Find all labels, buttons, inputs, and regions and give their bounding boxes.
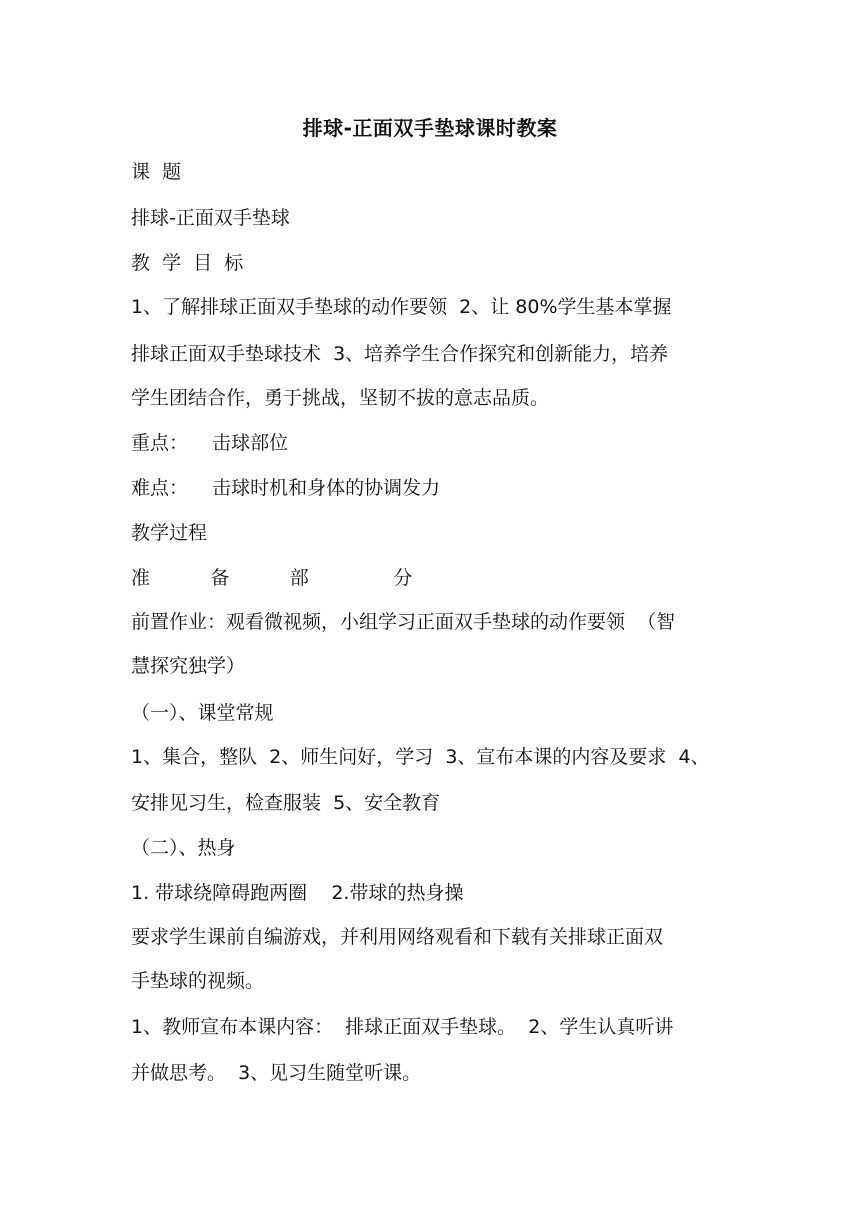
classroom-routine-line-2: 安排见习生，检查服装 5、安全教育 [131,792,441,814]
pre-assignment-line-1: 前置作业：观看微视频，小组学习正面双手垫球的动作要领 （智 [131,611,676,633]
document-title: 排球-正面双手垫球课时教案 [302,116,558,140]
warm-up-activities: 1. 带球绕障碍跑两圈 2.带球的热身操 [131,882,464,904]
objectives-heading: 教 学 目 标 [131,252,244,274]
lesson-topic-text: 排球-正面双手垫球 [131,207,290,229]
pre-assignment-line-2: 慧探究独学） [131,655,246,677]
requirement-line-1: 要求学生课前自编游戏，并利用网络观看和下载有关排球正面双 [131,926,664,948]
announcement-line-2: 并做思考。 3、见习生随堂听课。 [131,1062,422,1084]
classroom-routine-line-1: 1、集合，整队 2、师生问好，学习 3、宣布本课的内容及要求 4、 [131,746,710,768]
preparation-section-heading: 准 备 部 分 [131,567,413,589]
difficulty-line: 难点： 击球时机和身体的协调发力 [131,477,441,499]
requirement-line-2: 手垫球的视频。 [131,970,265,992]
objectives-line-3: 学生团结合作，勇于挑战，坚韧不拔的意志品质。 [131,387,550,409]
classroom-routine-heading: （一）、课堂常规 [131,702,274,724]
objectives-line-1: 1、了解排球正面双手垫球的动作要领 2、让 80%学生基本掌握 [131,296,672,318]
teaching-process-heading: 教学过程 [131,522,208,544]
key-point-line: 重点： 击球部位 [131,432,289,454]
warm-up-heading: （二）、热身 [131,837,236,859]
objectives-line-2: 排球正面双手垫球技术 3、培养学生合作探究和创新能力，培养 [131,343,669,365]
announcement-line-1: 1、教师宣布本课内容： 排球正面双手垫球。 2、学生认真听讲 [131,1016,674,1038]
lesson-topic-heading: 课 题 [131,161,182,183]
